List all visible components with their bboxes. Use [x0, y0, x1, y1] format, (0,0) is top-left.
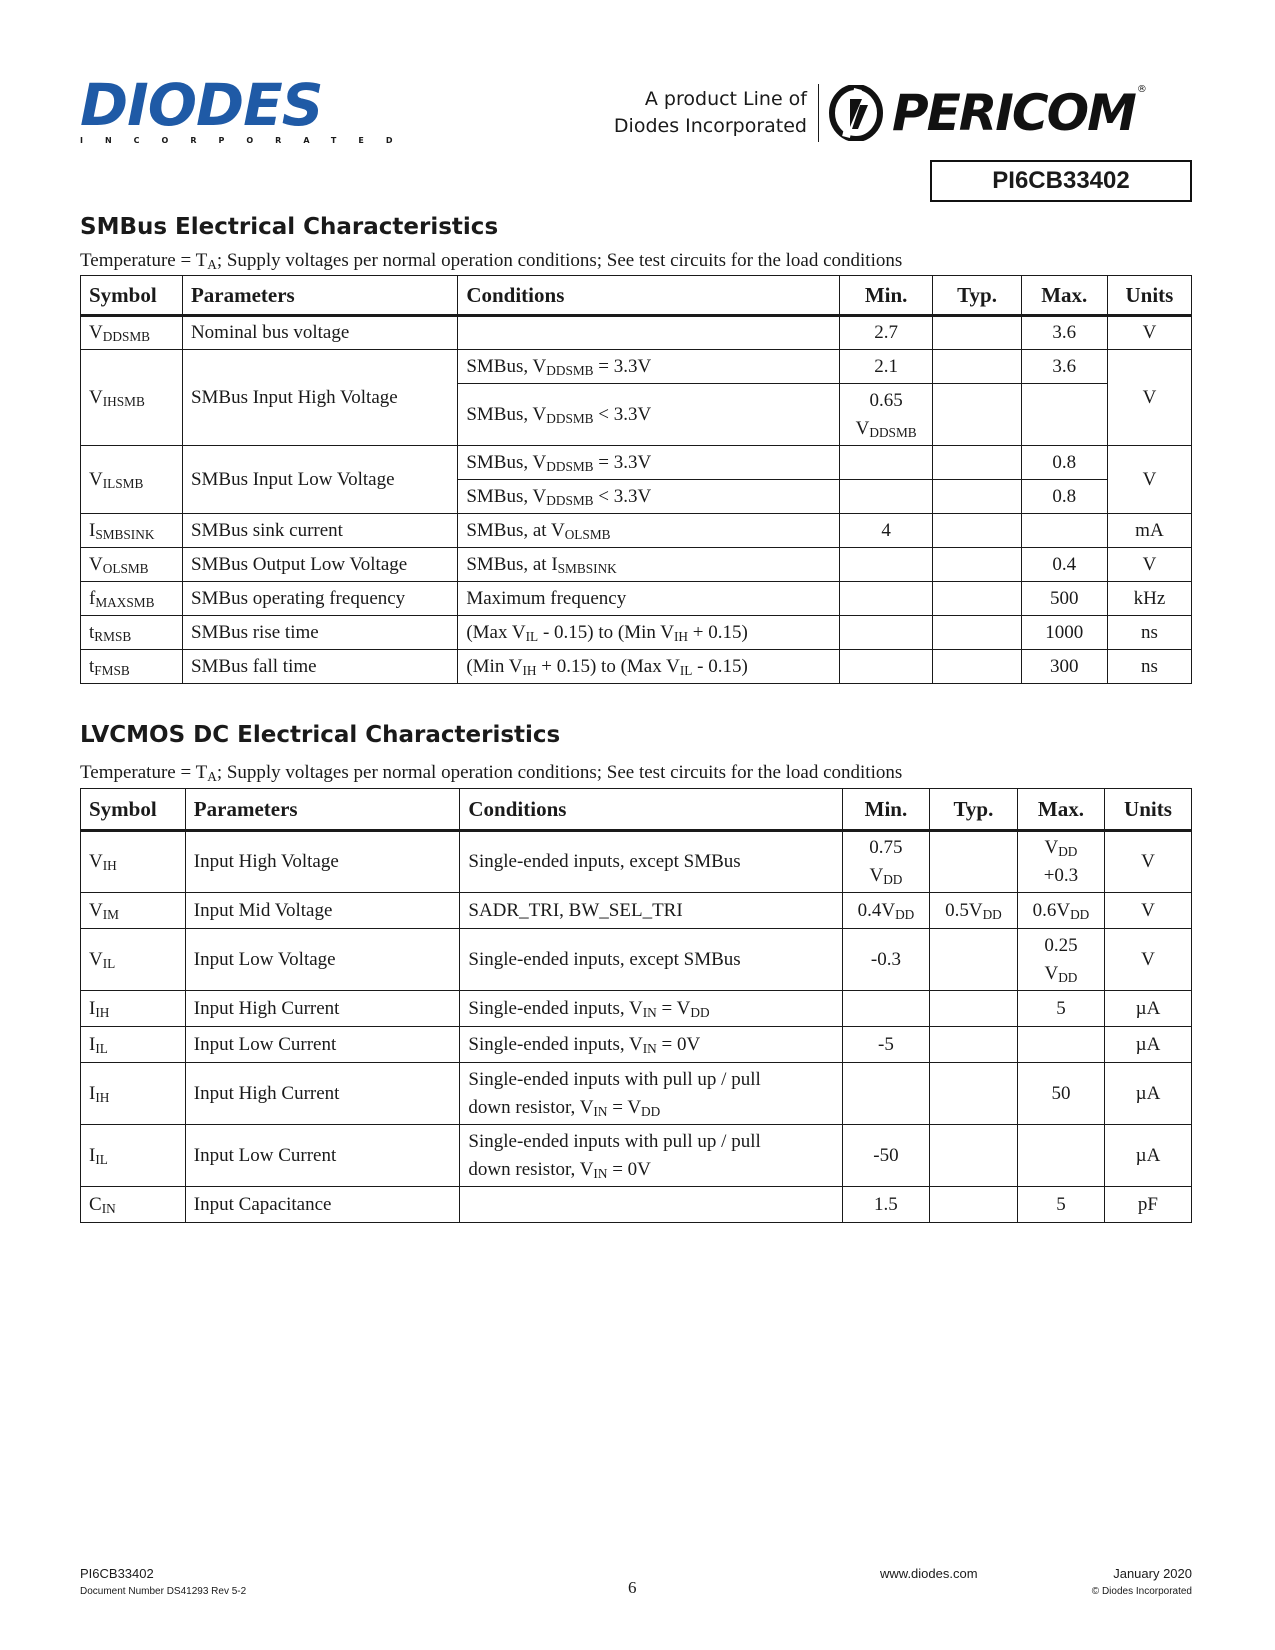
cell-cond: Single-ended inputs, except SMBus [460, 929, 843, 991]
col-typ: Typ. [933, 276, 1021, 316]
cell-symbol: $C_{IN}$ [81, 1187, 186, 1223]
pericom-logo [828, 84, 1147, 142]
col-max: Max. [1021, 276, 1107, 316]
col-conditions: Conditions [460, 789, 843, 831]
cell-cond: SMBus, at $V_{OLSMB}$ [458, 514, 840, 548]
cell-cond [460, 1187, 843, 1223]
page-number: 6 [628, 1578, 637, 1597]
diodes-logo [80, 71, 415, 145]
cell-symbol: $I_{IH}$ [81, 991, 186, 1027]
cell-param: Nominal bus voltage [182, 316, 457, 350]
cell-units: µA [1104, 991, 1191, 1027]
col-min: Min. [839, 276, 933, 316]
product-line-1: A product Line of [644, 88, 807, 110]
cell-cond: SMBus, $V_{DDSMB} < 3.3V$ [458, 480, 840, 514]
col-symbol: Symbol [81, 789, 186, 831]
col-typ: Typ. [929, 789, 1017, 831]
table-row [81, 991, 1192, 1027]
footer-date: January 2020 [1113, 1566, 1192, 1581]
cell-param: Input High Current [185, 1063, 460, 1125]
part-number-box: PI6CB33402 [930, 160, 1192, 202]
cell-min [842, 1063, 929, 1125]
cell-typ [929, 991, 1017, 1027]
cell-max: 5 [1017, 991, 1104, 1027]
diodes-logo-text: DIODES [80, 71, 323, 139]
cell-cond: SADR_TRI, BW_SEL_TRI [460, 893, 843, 929]
table-header-row [81, 276, 1192, 316]
cell-typ [929, 929, 1017, 991]
cell-typ [929, 1063, 1017, 1125]
cell-cond: Single-ended inputs, $V_{IN} = V_{DD}$ [460, 991, 843, 1027]
cell-cond: SMBus, at $I_{SMBSINK}$ [458, 548, 840, 582]
cell-max: 0.25 $V_{DD}$ [1017, 929, 1104, 991]
cell-symbol: $V_{IM}$ [81, 893, 186, 929]
cell-symbol: $I_{IL}$ [81, 1125, 186, 1187]
cell-max: 3.6 [1021, 316, 1107, 350]
cell-units: V [1107, 446, 1191, 514]
cell-max: 5 [1017, 1187, 1104, 1223]
cell-typ [933, 350, 1021, 384]
table-row [81, 1187, 1192, 1223]
cell-min [839, 650, 933, 684]
cell-param: SMBus Output Low Voltage [182, 548, 457, 582]
cell-max: 0.4 [1021, 548, 1107, 582]
smbus-table [80, 275, 1192, 684]
cell-units: V [1107, 316, 1191, 350]
cell-max [1021, 514, 1107, 548]
cell-units: pF [1104, 1187, 1191, 1223]
cell-param: SMBus fall time [182, 650, 457, 684]
table-row [81, 929, 1192, 991]
col-max: Max. [1017, 789, 1104, 831]
cell-cond: Single-ended inputs with pull up / pull down resistor, $V_{IN} = V_{DD}$ [460, 1063, 843, 1125]
cell-units: V [1107, 548, 1191, 582]
col-parameters: Parameters [185, 789, 460, 831]
cell-max: 3.6 [1021, 350, 1107, 384]
table-row [81, 616, 1192, 650]
cell-typ [929, 1125, 1017, 1187]
cell-param: SMBus operating frequency [182, 582, 457, 616]
cell-cond: (Max $V_{IL} - 0.15$) to (Min $V_{IH} + 0.15$) [458, 616, 840, 650]
col-parameters: Parameters [182, 276, 457, 316]
product-line [614, 86, 807, 140]
cell-symbol: $I_{SMBSINK}$ [81, 514, 183, 548]
cell-typ [933, 384, 1021, 446]
cell-min: 0.75 $V_{DD}$ [842, 831, 929, 893]
cell-units: ns [1107, 616, 1191, 650]
cell-param: Input High Current [185, 991, 460, 1027]
table-row [81, 316, 1192, 350]
cell-min [839, 582, 933, 616]
cell-units: V [1104, 831, 1191, 893]
cell-cond: Maximum frequency [458, 582, 840, 616]
cell-cond: SMBus, $V_{DDSMB} = 3.3V$ [458, 446, 840, 480]
cell-typ [933, 616, 1021, 650]
cell-typ [933, 316, 1021, 350]
table-row [81, 582, 1192, 616]
cell-max: 1000 [1021, 616, 1107, 650]
cell-param: Input High Voltage [185, 831, 460, 893]
cell-min [839, 548, 933, 582]
cell-min: 2.1 [839, 350, 933, 384]
cell-symbol: $V_{IH}$ [81, 831, 186, 893]
cell-symbol: $t_{FMSB}$ [81, 650, 183, 684]
cell-param: Input Mid Voltage [185, 893, 460, 929]
cell-param: SMBus Input Low Voltage [182, 446, 457, 514]
cell-min: 0.65 $V_{DDSMB}$ [839, 384, 933, 446]
cell-param: Input Capacitance [185, 1187, 460, 1223]
pericom-logo-text: PERICOM [892, 84, 1135, 142]
cell-units: V [1104, 929, 1191, 991]
cell-typ [933, 514, 1021, 548]
cell-param: SMBus sink current [182, 514, 457, 548]
footer-copyright: © Diodes Incorporated [1091, 1586, 1192, 1597]
col-symbol: Symbol [81, 276, 183, 316]
cell-typ: $0.5V_{DD}$ [929, 893, 1017, 929]
cell-cond: Single-ended inputs, $V_{IN} = 0V$ [460, 1027, 843, 1063]
cell-symbol: $V_{ILSMB}$ [81, 446, 183, 514]
cell-units: mA [1107, 514, 1191, 548]
cell-symbol: $t_{RMSB}$ [81, 616, 183, 650]
cell-symbol: $I_{IL}$ [81, 1027, 186, 1063]
cell-param: Input Low Current [185, 1027, 460, 1063]
cell-symbol: $V_{DDSMB}$ [81, 316, 183, 350]
product-line-2: Diodes Incorporated [613, 115, 807, 137]
cell-cond: (Min $V_{IH} + 0.15$) to (Max $V_{IL} - 0.15$) [458, 650, 840, 684]
cell-units: V [1107, 350, 1191, 446]
lvcmos-note: Temperature = $T_A$; Supply voltages per normal operation conditions; See test circuits for the load conditions [80, 762, 903, 784]
cell-max: 0.8 [1021, 480, 1107, 514]
table-row [81, 514, 1192, 548]
table-row [81, 446, 1192, 480]
cell-min: 1.5 [842, 1187, 929, 1223]
cell-max: 300 [1021, 650, 1107, 684]
cell-units: µA [1104, 1063, 1191, 1125]
cell-param: SMBus rise time [182, 616, 457, 650]
cell-min: $0.4V_{DD}$ [842, 893, 929, 929]
smbus-title: SMBus Electrical Characteristics [80, 214, 499, 240]
pericom-reg-mark: ® [1136, 84, 1147, 95]
cell-param: Input Low Voltage [185, 929, 460, 991]
cell-symbol: $V_{IL}$ [81, 929, 186, 991]
table-row [81, 1027, 1192, 1063]
header-divider [818, 84, 819, 142]
table-row [81, 350, 1192, 384]
cell-max: $V_{DD}$ +0.3 [1017, 831, 1104, 893]
cell-max [1017, 1027, 1104, 1063]
cell-param: SMBus Input High Voltage [182, 350, 457, 446]
cell-cond: SMBus, $V_{DDSMB} = 3.3V$ [458, 350, 840, 384]
cell-min [839, 446, 933, 480]
cell-typ [929, 1187, 1017, 1223]
footer-part: PI6CB33402 [80, 1566, 154, 1581]
cell-units: kHz [1107, 582, 1191, 616]
diodes-logo-sub: INCORPORATED [80, 136, 415, 145]
col-min: Min. [842, 789, 929, 831]
cell-max: 0.8 [1021, 446, 1107, 480]
cell-cond [458, 316, 840, 350]
table-header-row [81, 789, 1192, 831]
cell-cond: Single-ended inputs, except SMBus [460, 831, 843, 893]
footer-doc-number: Document Number DS41293 Rev 5-2 [80, 1586, 247, 1597]
cell-cond: SMBus, $V_{DDSMB} < 3.3V$ [458, 384, 840, 446]
table-row [81, 1063, 1192, 1125]
cell-symbol: $V_{OLSMB}$ [81, 548, 183, 582]
cell-min: -50 [842, 1125, 929, 1187]
cell-units: ns [1107, 650, 1191, 684]
cell-units: µA [1104, 1027, 1191, 1063]
cell-min [842, 991, 929, 1027]
col-conditions: Conditions [458, 276, 840, 316]
cell-min: -5 [842, 1027, 929, 1063]
pericom-mark-icon [828, 85, 884, 141]
cell-max: 500 [1021, 582, 1107, 616]
cell-param: Input Low Current [185, 1125, 460, 1187]
table-row [81, 548, 1192, 582]
lvcmos-title: LVCMOS DC Electrical Characteristics [80, 722, 561, 748]
cell-units: V [1104, 893, 1191, 929]
cell-max [1021, 384, 1107, 446]
table-row [81, 831, 1192, 893]
cell-typ [933, 582, 1021, 616]
cell-min [839, 480, 933, 514]
table-row [81, 1125, 1192, 1187]
col-units: Units [1104, 789, 1191, 831]
cell-symbol: $V_{IHSMB}$ [81, 350, 183, 446]
cell-typ [929, 831, 1017, 893]
cell-typ [933, 650, 1021, 684]
table-row [81, 650, 1192, 684]
cell-units: µA [1104, 1125, 1191, 1187]
cell-typ [933, 480, 1021, 514]
cell-max [1017, 1125, 1104, 1187]
cell-max: 50 [1017, 1063, 1104, 1125]
cell-typ [929, 1027, 1017, 1063]
cell-min: 2.7 [839, 316, 933, 350]
cell-min [839, 616, 933, 650]
cell-typ [933, 548, 1021, 582]
cell-min: 4 [839, 514, 933, 548]
table-row [81, 893, 1192, 929]
cell-max: $0.6V_{DD}$ [1017, 893, 1104, 929]
col-units: Units [1107, 276, 1191, 316]
smbus-note: Temperature = $T_A$; Supply voltages per normal operation conditions; See test circuits for the load conditions [80, 250, 903, 272]
cell-symbol: $I_{IH}$ [81, 1063, 186, 1125]
lvcmos-table [80, 788, 1192, 1223]
cell-symbol: $f_{MAXSMB}$ [81, 582, 183, 616]
cell-min: -0.3 [842, 929, 929, 991]
cell-cond: Single-ended inputs with pull up / pull down resistor, $V_{IN} = 0V$ [460, 1125, 843, 1187]
cell-typ [933, 446, 1021, 480]
footer-website: www.diodes.com [880, 1566, 978, 1581]
